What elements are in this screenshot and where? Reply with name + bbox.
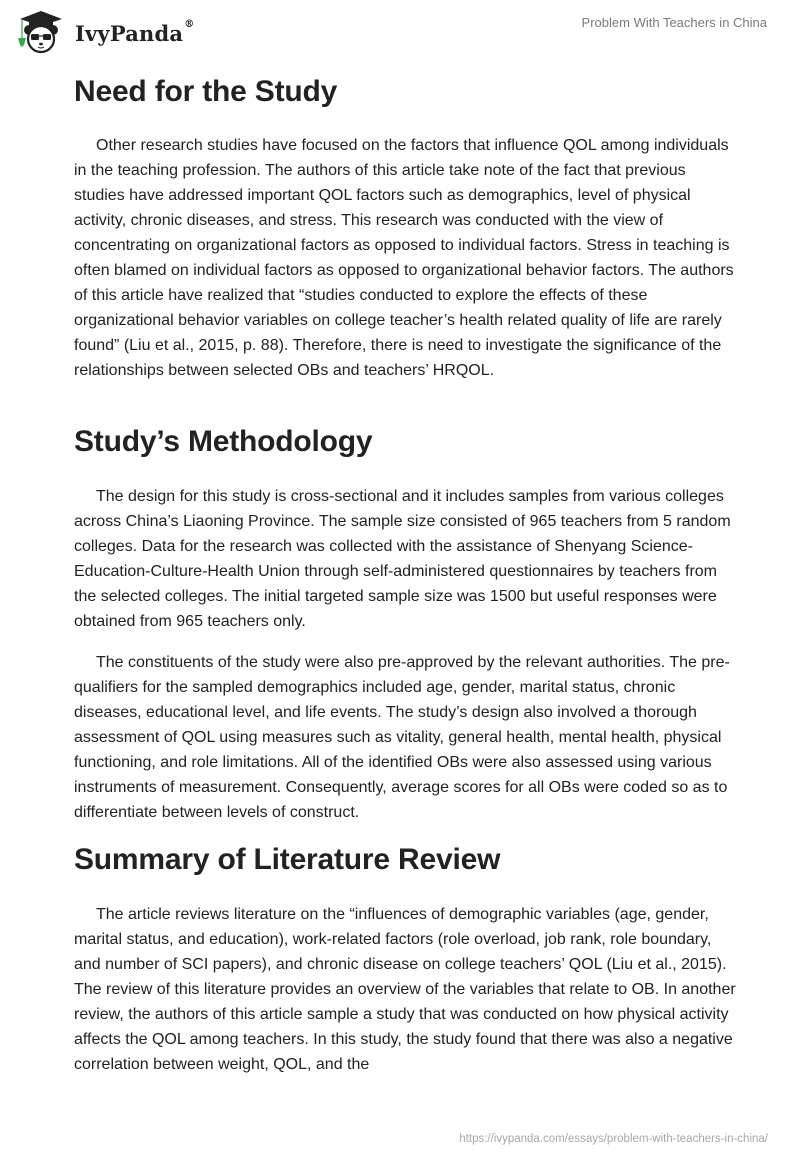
paragraph: Other research studies have focused on the factors that influence QOL among individuals in the teaching profession. The authors of this article take note of the fact that previous studies have addressed important QOL factors such as demographics, level of physical activity, chronic diseases, and stress. This research was conducted with the view of concentrating on organizational factors as opposed to individual factors. Stress in teaching is often blamed on individual factors as opposed to organizational behavior factors. The authors of this article have realized that “studies conducted to explore the effects of these organizational behavior variables on college teacher’s health related quality of life are rarely found” (Liu et al., 2015, p. 88). Therefore, there is need to investigate the significance of the relationships between selected OBs and teachers’ HRQOL. (74, 137, 734, 379)
ivypanda-logo[interactable] (16, 8, 194, 54)
section-heading-need-for-study: Need for the Study (74, 75, 338, 108)
registered-mark: ® (184, 18, 195, 30)
paragraph: The article reviews literature on the “influences of demographic variables (age, gender, marital status, and education), work-related factors (role overload, job rank, role boundary, and number of SCI papers), and chronic disease on college teachers’ QOL (Liu et al., 2015). The review of this literature provides an overview of the variables that relate to OB. In another review, the authors of this article sample a study that was conducted on how physical activity affects the QOL among teachers. In this study, the study found that there was also a negative correlation between weight, QOL, and the (74, 906, 736, 1073)
paragraph: The constituents of the study were also pre-approved by the relevant authorities. The pre-qualifiers for the sampled demographics included age, gender, marital status, chronic diseases, educational level, and life events. The study’s design also involved a thorough assessment of QOL using measures such as vitality, general health, mental health, physical functioning, and role limitations. All of the identified OBs were also assessed using various instruments of measurement. Consequently, average scores for all OBs were coded so as to differentiate between levels of construct. (74, 654, 730, 821)
paragraph: The design for this study is cross-sectional and it includes samples from various colleges across China’s Liaoning Province. The sample size consisted of 965 teachers from 5 random colleges. Data for the research was collected with the assistance of Shenyang Science-Education-Culture-Health Union through self-administered questionnaires by teachers from the selected colleges. The initial targeted sample size was 1500 but useful responses were obtained from 965 teachers only. (74, 488, 731, 630)
panda-graduate-icon (16, 8, 66, 54)
section-heading-methodology: Study’s Methodology (74, 425, 373, 458)
section-heading-literature-review: Summary of Literature Review (74, 843, 501, 876)
document-title: Problem With Teachers in China (581, 15, 767, 30)
page-header (0, 0, 800, 56)
source-url-link[interactable]: https://ivypanda.com/essays/problem-with-teachers-in-china/ (459, 1133, 768, 1145)
logo-text: IvyPanda® (75, 18, 195, 46)
